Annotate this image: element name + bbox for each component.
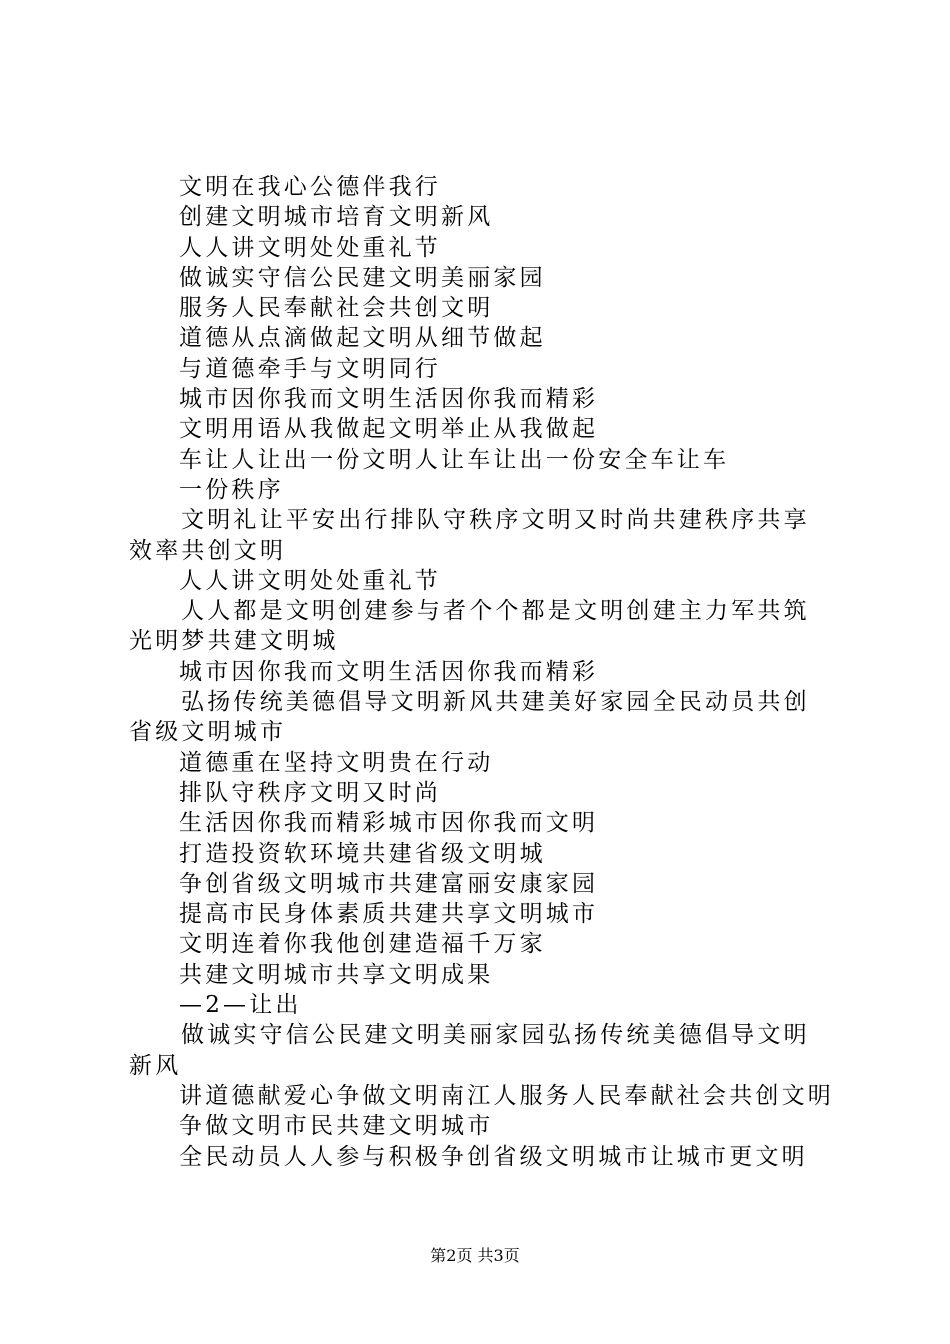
text-line: 全民动员人人参与积极争创省级文明城市让城市更文明 [179, 1143, 808, 1170]
text-line: 道德重在坚持文明贵在行动 [179, 749, 494, 776]
text-line: 争创省级文明城市共建富丽安康家园 [179, 870, 599, 897]
text-line: 讲道德献爱心争做文明南江人服务人民奉献社会共创文明 [179, 1082, 834, 1109]
text-line: 生活因你我而精彩城市因你我而文明 [179, 810, 599, 837]
text-line: 城市因你我而文明生活因你我而精彩 [179, 658, 599, 685]
page-footer [0, 1243, 950, 1266]
page-number-label: 第2页 共3页 [430, 1246, 520, 1265]
paragraph: 弘扬传统美德倡导文明新风共建美好家园全民动员共创省级文明城市 [129, 689, 810, 746]
text-line: 共建文明城市共享文明成果 [179, 961, 494, 988]
text-line: 车让人让出一份文明人让车让出一份安全车让车 [179, 446, 730, 473]
document-body [129, 172, 834, 1172]
text-line: 与道德牵手与文明同行 [179, 355, 441, 382]
text-line: 争做文明市民共建文明城市 [179, 1113, 494, 1140]
paragraph: 做诚实守信公民建文明美丽家园弘扬传统美德倡导文明新风 [129, 1022, 810, 1079]
text-line: 人人讲文明处处重礼节 [179, 567, 441, 594]
text-line: 打造投资软环境共建省级文明城 [179, 840, 546, 867]
text-line: 服务人民奉献社会共创文明 [179, 295, 494, 322]
text-line: 创建文明城市培育文明新风 [179, 204, 494, 231]
text-line: 文明在我心公德伴我行 [179, 174, 441, 200]
text-line: 排队守秩序文明又时尚 [179, 779, 441, 806]
paragraph: 文明礼让平安出行排队守秩序文明又时尚共建秩序共享效率共创文明 [129, 507, 810, 564]
text-line: 提高市民身体素质共建共享文明城市 [179, 901, 599, 928]
text-line: 城市因你我而文明生活因你我而精彩 [179, 386, 599, 413]
text-line: 人人讲文明处处重礼节 [179, 234, 441, 261]
text-line: 文明连着你我他创建造福千万家 [179, 931, 546, 958]
paragraph: 人人都是文明创建参与者个个都是文明创建主力军共筑光明梦共建文明城 [129, 598, 810, 655]
text-line: 一份秩序 [179, 476, 284, 503]
text-line: 做诚实守信公民建文明美丽家园 [179, 264, 546, 291]
text-line: 道德从点滴做起文明从细节做起 [179, 325, 546, 352]
text-line: 文明用语从我做起文明举止从我做起 [179, 416, 599, 443]
page-marker-line: —2—让出 [179, 992, 302, 1019]
